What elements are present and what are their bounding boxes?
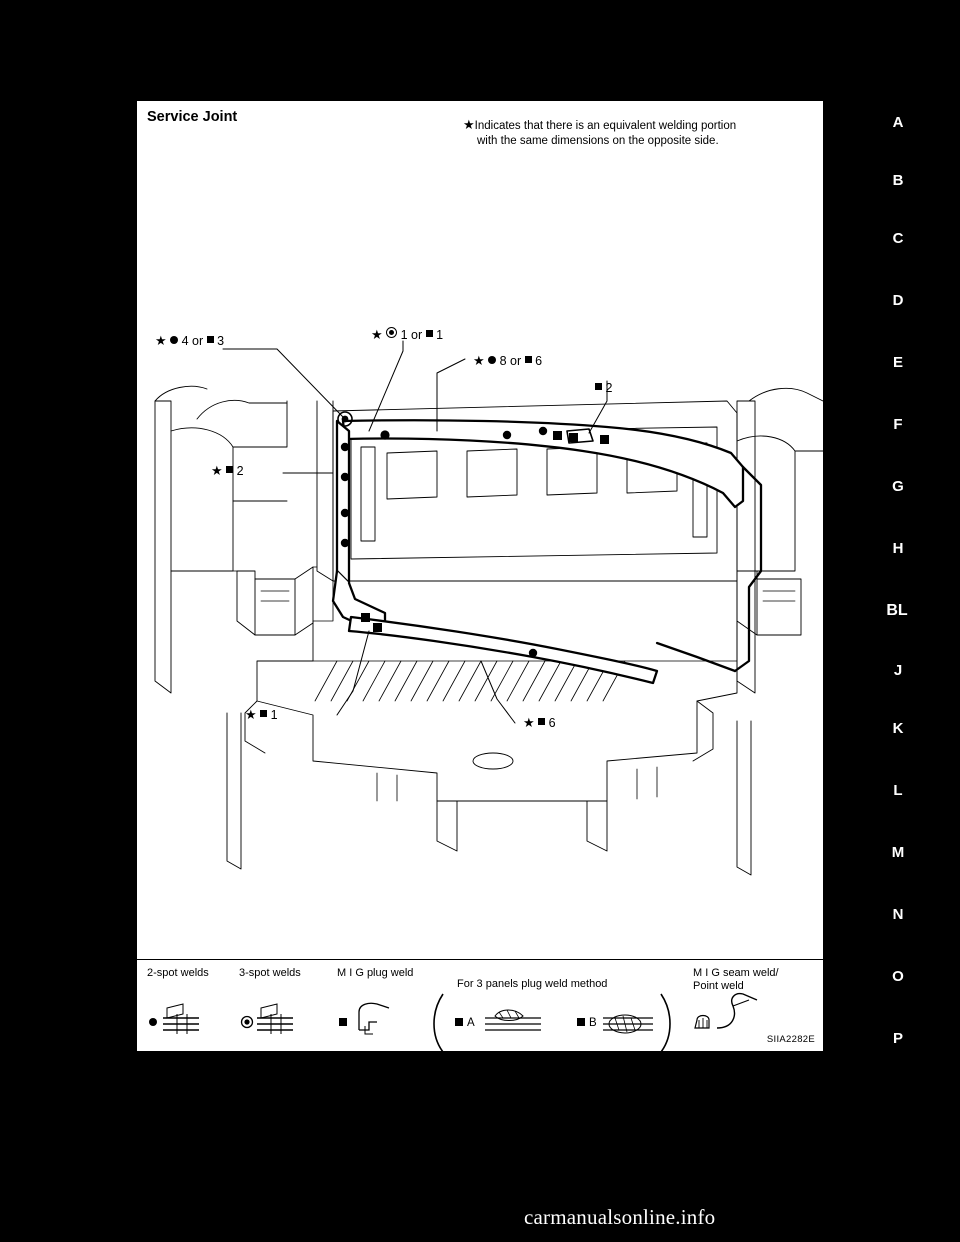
spot-weld-dot-icon [488,356,496,364]
tab-d[interactable]: D [892,292,904,309]
callout-text: 1 [270,708,278,722]
plug-weld-square-icon [226,466,233,473]
tab-c[interactable]: C [892,230,904,247]
tab-n[interactable]: N [892,906,904,923]
callout-1-or-1 [371,327,443,343]
star-icon: ★ [245,707,257,722]
star-icon: ★ [211,463,223,478]
plug-weld-square-icon [207,336,214,343]
callout-text: 4 or [181,334,204,348]
tab-f[interactable]: F [893,416,903,433]
callout-text: 6 [548,716,556,730]
section-tab-column [875,100,935,1050]
callout-text: 2 [605,381,613,395]
callout-text: 1 [436,328,444,342]
tab-h[interactable]: H [892,540,904,557]
star-icon: ★ [473,353,485,368]
tab-p[interactable]: P [892,1030,903,1047]
watermark [524,1205,715,1230]
callout-text: 8 or [499,354,522,368]
legend-label-mig-seam-1: M I G seam weld/ [693,967,779,979]
callout-star-square-6 [523,715,556,731]
star-icon: ★ [523,715,535,730]
callout-text: 3 [217,334,225,348]
tab-bl[interactable]: BL [886,602,908,619]
figure-code: SIIA2282E [766,1034,815,1045]
three-spot-weld-ring-icon [386,327,397,338]
callout-4-or-3 [155,333,224,349]
watermark-text: carmanualsonline.info [524,1205,716,1229]
legend-label-3-spot: 3-spot welds [239,967,301,979]
figure-sheet [136,100,824,1052]
callout-star-square-2 [211,463,244,479]
tab-e[interactable]: E [892,354,903,371]
tab-j[interactable]: J [893,662,903,679]
legend-label-3-panel: For 3 panels plug weld method [457,978,608,990]
tab-m[interactable]: M [891,844,905,861]
star-icon: ★ [463,117,475,132]
legend-bar [137,959,823,1051]
plug-weld-square-icon [525,356,532,363]
callout-text: 2 [236,464,244,478]
tab-g[interactable]: G [892,478,904,495]
callout-square-2-upper [595,381,612,395]
tab-o[interactable]: O [892,968,904,985]
star-note-line2: with the same dimensions on the opposite side. [477,135,719,147]
tab-l[interactable]: L [893,782,903,799]
spot-weld-dot-icon [170,336,178,344]
legend-label-2-spot: 2-spot welds [147,967,209,979]
callout-star-square-1 [245,707,278,723]
legend-label-a: A [467,1017,475,1029]
page-title: Service Joint [147,109,238,125]
tab-b[interactable]: B [892,172,904,189]
star-icon: ★ [155,333,167,348]
plug-weld-square-icon [426,330,433,337]
star-icon: ★ [371,327,383,342]
star-note-line1: Indicates that there is an equivalent welding portion [474,120,737,132]
plug-weld-square-icon [538,718,545,725]
tab-a[interactable]: A [892,114,904,131]
callout-8-or-6 [473,353,542,369]
legend-label-b: B [589,1017,597,1029]
legend-symbols [137,960,823,1051]
technical-illustration [137,101,823,959]
plug-weld-square-icon [260,710,267,717]
body-panel-drawing [137,101,823,959]
tab-k[interactable]: K [892,720,904,737]
callout-text: 1 or [400,328,423,342]
legend-label-mig-seam-2: Point weld [693,980,744,992]
plug-weld-square-icon [595,383,602,390]
legend-label-mig-plug: M I G plug weld [337,967,414,979]
callout-text: 6 [535,354,543,368]
